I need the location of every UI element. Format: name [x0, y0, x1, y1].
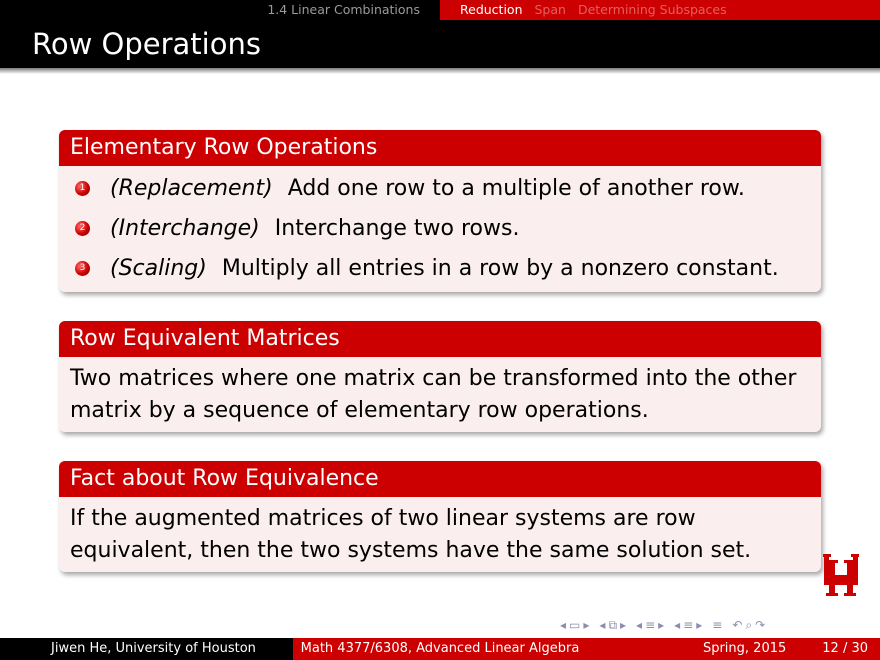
- nav-next-doc-icon[interactable]: ▸: [696, 618, 703, 632]
- title-shadow: [0, 68, 880, 74]
- footer-course: Math 4377/6308, Advanced Linear Algebra: [293, 638, 587, 660]
- block-body: Two matrices where one matrix can be transformed into the other matrix by a sequence of elementary row operations.: [70, 366, 797, 423]
- list-item: [59, 168, 821, 208]
- nav-next-section-icon[interactable]: ▸: [658, 618, 665, 632]
- enum-ball-icon: 1: [75, 181, 90, 196]
- nav-prev-doc-icon[interactable]: ◂: [674, 618, 681, 632]
- nav-subsection-span[interactable]: Span: [534, 2, 566, 17]
- nav-section-link[interactable]: 1.4 Linear Combinations: [267, 2, 420, 17]
- footer-right: [587, 638, 880, 660]
- list-item: [59, 208, 821, 248]
- block-title: Elementary Row Operations: [59, 130, 821, 166]
- block-body: If the augmented matrices of two linear systems are row equivalent, then the two systems have the same solution set.: [70, 506, 752, 563]
- nav-section-area: [0, 0, 440, 20]
- footer-author: Jiwen He, University of Houston: [0, 638, 293, 660]
- beamer-navigation-symbols: [560, 616, 768, 634]
- nav-next-subsection-icon[interactable]: ▸: [620, 618, 627, 632]
- block-title: Row Equivalent Matrices: [59, 321, 821, 357]
- list-item: [59, 248, 821, 288]
- enum-ball-icon: 3: [75, 261, 90, 276]
- nav-section-icon[interactable]: ≡: [645, 618, 656, 632]
- nav-appendix-icon[interactable]: ≡: [712, 618, 723, 632]
- nav-frame-icon[interactable]: ▭: [569, 618, 581, 632]
- nav-subsection-determining-subspaces[interactable]: Determining Subspaces: [577, 2, 727, 17]
- nav-doc-icon[interactable]: ≡: [683, 618, 694, 632]
- operation-term: (Replacement): [110, 175, 273, 201]
- footer-page-number: 12 / 30: [822, 641, 868, 656]
- block-title: Fact about Row Equivalence: [59, 461, 821, 497]
- frame-title: Row Operations: [0, 20, 880, 68]
- operations-list: [59, 166, 821, 288]
- operation-term: (Interchange): [110, 215, 260, 241]
- nav-search-back-icon[interactable]: ↶: [732, 618, 743, 632]
- nav-subsection-icon[interactable]: ⧉: [608, 617, 618, 632]
- operation-term: (Scaling): [110, 255, 207, 281]
- nav-subsection-area: [440, 0, 880, 20]
- top-navigation-bar: [0, 0, 880, 20]
- footer-term: Spring, 2015: [702, 641, 787, 656]
- nav-prev-frame-icon[interactable]: ◂: [560, 618, 567, 632]
- nav-prev-section-icon[interactable]: ◂: [636, 618, 643, 632]
- footer-bar: [0, 638, 880, 660]
- operation-description: Multiply all entries in a row by a nonzero constant.: [221, 255, 779, 281]
- nav-subsection-reduction[interactable]: Reduction: [460, 2, 523, 17]
- uh-interlocking-logo-icon: [823, 554, 859, 600]
- enum-ball-icon: 2: [75, 221, 90, 236]
- nav-prev-subsection-icon[interactable]: ◂: [599, 618, 606, 632]
- nav-search-icon[interactable]: ⌕: [745, 617, 753, 632]
- row-equivalent-matrices-block: [59, 321, 821, 432]
- nav-search-forward-icon[interactable]: ↷: [755, 618, 766, 632]
- elementary-row-operations-block: [59, 130, 821, 292]
- operation-description: Interchange two rows.: [274, 215, 520, 241]
- nav-next-frame-icon[interactable]: ▸: [583, 618, 590, 632]
- operation-description: Add one row to a multiple of another row.: [287, 175, 745, 201]
- fact-row-equivalence-block: [59, 461, 821, 572]
